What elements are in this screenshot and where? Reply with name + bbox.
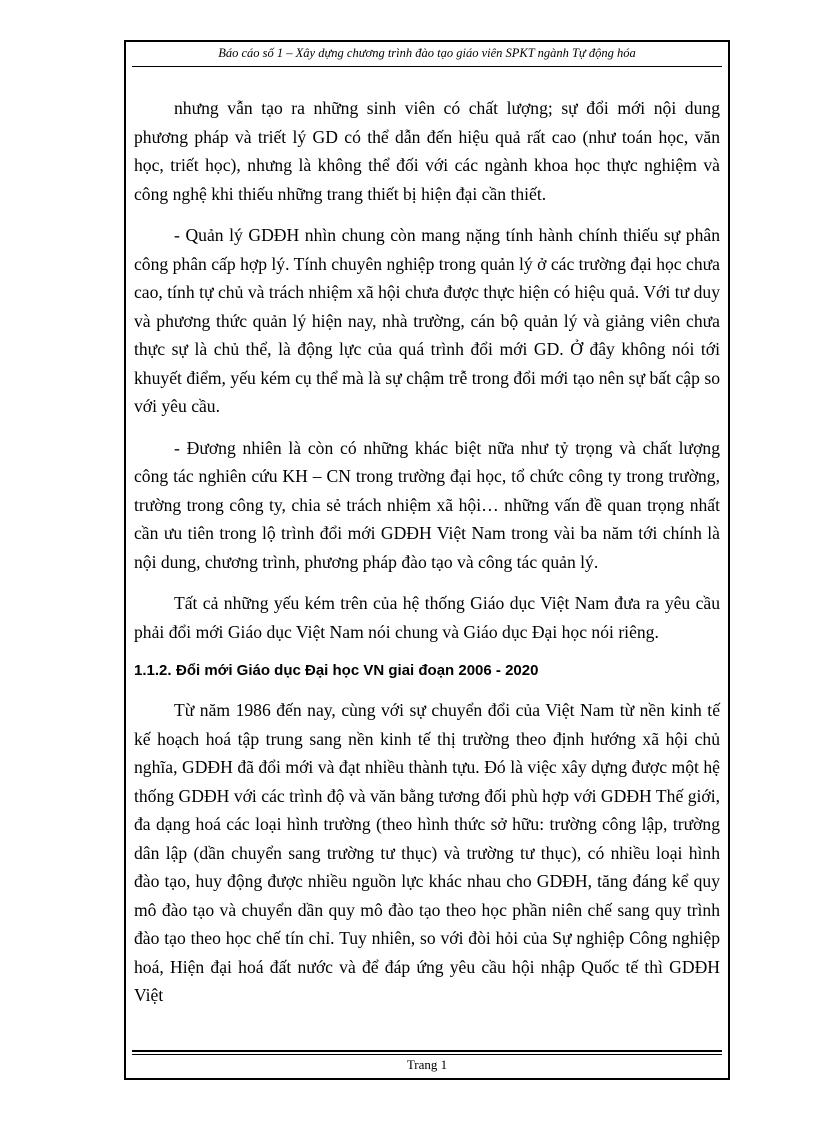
footer-divider-thick (132, 1050, 722, 1052)
page-number: Trang 1 (406, 1057, 448, 1072)
page-frame (124, 40, 730, 1080)
section-title: Đổi mới Giáo dục Đại học VN giai đoạn 2006 - 2020 (176, 662, 539, 679)
body-paragraph: Tất cả những yếu kém trên của hệ thống Giáo dục Việt Nam đưa ra yêu cầu phải đổi mới Giáo dục Việt Nam nói chung và Giáo dục Đại học nói riêng. (134, 593, 720, 642)
footer-divider-thin (132, 1054, 722, 1055)
body-paragraph: nhưng vẫn tạo ra những sinh viên có chất lượng; sự đổi mới nội dung phương pháp và triết lý GD có thể dẫn đến hiệu quả rất cao (như toán học, văn học, triết học), nhưng là không thể đối với các ngành khoa học thực nghiệm và công nghệ khi thiếu những trang thiết bị hiện đại cần thiết. (134, 98, 720, 204)
section-number: 1.1.2. (134, 662, 172, 679)
section-heading (134, 659, 720, 683)
body-paragraph: - Quản lý GDĐH nhìn chung còn mang nặng tính hành chính thiếu sự phân công phân cấp hợp lý. Tính chuyên nghiệp trong quản lý ở các trường đại học chưa cao, tính tự chủ và trách nhiệm xã hội chưa được thực hiện có hiệu quả. Với tư duy và phương thức quản lý hiện nay, nhà trường, cán bộ quản lý và giảng viên chưa thực sự là chủ thể, là động lực của quá trình đổi mới GD. Ở đây không nói tới khuyết điểm, yếu kém cụ thể mà là sự chậm trễ trong đổi mới tạo nên sự bất cập so với yêu cầu. (134, 225, 720, 416)
header-divider (132, 66, 722, 67)
running-header: Báo cáo số 1 – Xây dựng chương trình đào tạo giáo viên SPKT ngành Tự động hóa (218, 46, 636, 60)
body-paragraph: - Đương nhiên là còn có những khác biệt nữa như tỷ trọng và chất lượng công tác nghiên cứu KH – CN trong trường đại học, tổ chức công ty trong trường, trường trong công ty, chia sẻ trách nhiệm xã hội… những vấn đề quan trọng nhất cần ưu tiên trong lộ trình đổi mới GDĐH Việt Nam trong vài ba năm tới chính là nội dung, chương trình, phương pháp đào tạo và công tác quản lý. (134, 437, 720, 572)
section-paragraph: Từ năm 1986 đến nay, cùng với sự chuyển đổi của Việt Nam từ nền kinh tế kế hoạch hoá tập trung sang nền kinh tế thị trường theo định hướng xã hội chủ nghĩa, GDĐH đã đổi mới và đạt nhiều thành tựu. Đó là việc xây dựng được một hệ thống GDĐH với các trình độ và văn bằng tương đối phù hợp với GDĐH Thế giới, đa dạng hoá các loại hình trường (theo hình thức sở hữu: trường công lập, trường dân lập (dần chuyển sang trường tư thục) và trường tư thục), có nhiều loại hình đào tạo, huy động được nhiều nguồn lực khác nhau cho GDĐH, tăng đáng kể quy mô đào tạo và chuyển dần quy mô đào tạo theo học phần niên chế sang quy trình đào tạo theo học chế tín chỉ. Tuy nhiên, so với đòi hỏi của Sự nghiệp Công nghiệp hoá, Hiện đại hoá đất nước và để đáp ứng yêu cầu hội nhập Quốc tế thì GDĐH Việt (134, 700, 720, 1005)
document-body (134, 94, 720, 1023)
